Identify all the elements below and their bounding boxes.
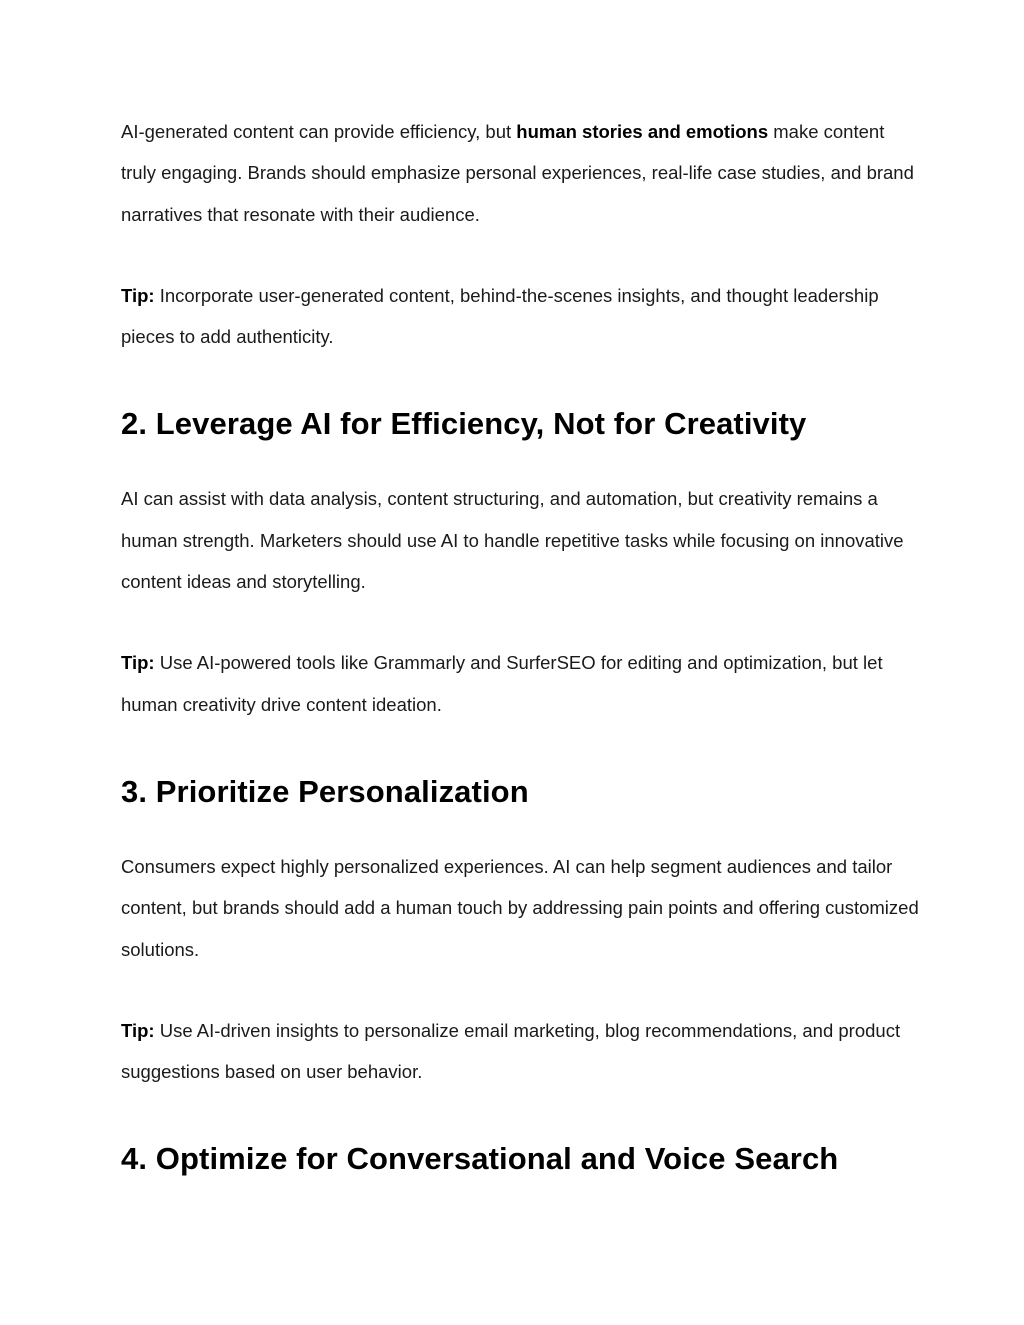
section-body: Consumers expect highly personalized experiences. AI can help segment audiences and tailor content, but brands should add a human touch by addressing pain points and offering customized solutions.	[121, 855, 919, 960]
section-heading: 4. Optimize for Conversational and Voice Search	[121, 1141, 839, 1177]
section-body: AI can assist with data analysis, content structuring, and automation, but creativity remains a human strength. Marketers should use AI to handle repetitive tasks while focusing on innovative content ideas and storytelling.	[121, 488, 904, 593]
intro-text-end: make content truly engaging. Brands should emphasize personal experiences, real-life case studies, and brand narratives that resonate with their audience.	[121, 121, 914, 225]
section-heading: 3. Prioritize Personalization	[121, 773, 529, 809]
section-tip-paragraph	[121, 1010, 924, 1093]
tip-label: Tip:	[121, 652, 155, 674]
intro-tip-paragraph	[121, 275, 924, 358]
tip-text: Incorporate user-generated content, behind-the-scenes insights, and thought leadership pieces to add authenticity.	[121, 284, 879, 348]
intro-bold-text: human stories and emotions	[516, 121, 769, 142]
intro-text-start: AI-generated content can provide efficiency, but	[121, 121, 517, 142]
tip-label: Tip:	[121, 1019, 155, 1041]
intro-paragraph	[121, 111, 924, 235]
tip-text: Use AI-powered tools like Grammarly and SurferSEO for editing and optimization, but let human creativity drive content ideation.	[121, 652, 883, 715]
tip-text: Use AI-driven insights to personalize email marketing, blog recommendations, and product suggestions based on user behavior.	[121, 1019, 901, 1083]
section-tip-paragraph	[121, 642, 924, 725]
section-heading: 2. Leverage AI for Efficiency, Not for Creativity	[121, 406, 807, 442]
tip-label: Tip:	[121, 284, 155, 306]
